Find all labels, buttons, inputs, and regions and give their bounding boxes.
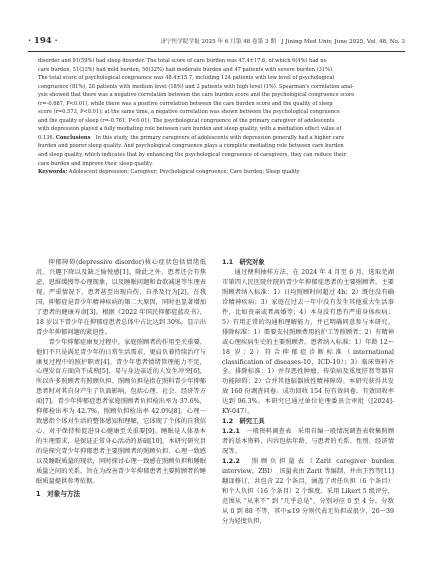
left-column: [36, 258, 206, 500]
abstract-line: score (r=0.573, P<0.01); at the same time, a negative correlation was shown between the psychological congruence: [38, 109, 340, 116]
running-header: [28, 36, 405, 50]
conclusions-label: Conclusions: [55, 134, 91, 141]
english-abstract: [38, 57, 390, 177]
abstract-line: care burden and improve their sleep quality.: [38, 160, 153, 167]
item-number: 1.2.1: [222, 428, 240, 436]
abstract-line: The total score of psychological congruence was 48.4±15.7, including 124 patients with low level of psychological: [38, 75, 335, 82]
journal-citation: 济宁医学院学报 2025 年 6 月第 48 卷第 3 期 J Jining Med Univ, June 2025, Vol. 48, No. 3: [160, 39, 405, 45]
section-heading: 1 对象与方法: [36, 489, 81, 498]
mediation-value: 0.136.: [38, 134, 56, 141]
abstract-line: disorder and 91(59%) had sleep disorder. The total score of care burden was 47.4±17.6, of which 6(4%) had no: [38, 58, 327, 64]
abstract-line: with depression played a fully mediating role between care burden and sleep quality, with a mediation effect value of: [38, 126, 342, 133]
item-number: 1.2.2: [222, 458, 240, 466]
abstract-line: care burden, 51(33%) had mild burden, 50(32%) had moderate burden and 47 patients with severe burden (31%).: [38, 66, 334, 73]
abstract-line: [38, 134, 390, 143]
abstract-line: ysis showed that there was a negative correlation between the care burden score and the psychological congruence score: [38, 92, 355, 99]
keywords-text: Adolescent depression; Caregiver; Psychological congruence; Care burden; Sleep quality: [68, 169, 300, 176]
zbi-paragraph: [222, 457, 394, 527]
subsection-heading-1-2: 1.2 研究工具: [222, 418, 265, 426]
page-number: · 194 ·: [28, 36, 58, 46]
general-info-text: 一般资料调查表 采用自编一般情况调查表收集照顾者的基本资料，内容包括年龄、与患者的关系、性别、经济情况等。: [222, 428, 395, 456]
intro-paragraph: 抑郁障碍(depressive disorder)核心症状包括情绪低沉、兴趣下降以及缺乏愉悦感[1]。除此之外，患者还会有焦虑、思维缓慢等心理现象，以及睡眠问题和食欲减退等生理表现。严重情况下，患者甚至出现自伤、自杀及行为[2]。在我国，抑郁症是青少年精神疾病的第二大原因，同时也显著增加了患者的健康寿命[3]。根据《2022 年国民抑郁症蓝皮书》，18 岁以下青少年在抑郁症患者总体中占比达到 30%，显示出青少年抑郁问题的紧迫性。: [36, 259, 206, 336]
conclusions-text: In this study, the primary caregivers of adolescents with depression generally had a higher care: [90, 134, 345, 141]
zbi-text: 照顾负担量表（Zarit caregiver burden interview，ZBI） 该量表由 Zarit 等编制，并由王烈等[11]翻译修订，共包含 22 个条目，涵盖了责任负担（6 个条目）和个人负担（16 个条目）2 个维度。采用 Likert 5 级评分，范围从 “从来不” 到 “几乎总是”，分别对应 0 至 4 分。分数从 0 到 88 不等，其中≤19 分则代表无负担或很少，20～39 分为轻度负担，: [222, 458, 394, 525]
header-rule: [28, 51, 405, 52]
abstract-line: burden and poorer sleep quality. And psychological congruence plays a complete mediating role between care burden: [38, 143, 344, 150]
abstract-line: congruence (81%), 28 patients with medium level (18%) and 2 patients with high level (1%). Spearman's correlation anal-: [38, 83, 354, 90]
intro-paragraph: 青少年抑郁症康复过程中，家庭照顾者的作用至关重要。他们不只是满足青少年的日常生活需求，更肩负着持续治疗与康复过程中的照护职责[4]。青少年患者情绪管理能力不足，心理发育方面尚不成熟[5]，易与身边亲近的人发生冲突[6]，所以许多照顾者有照顾负担。照顾负担是指在照料青少年抑郁患者时对其自身产生了负面影响，包括心理、社会、经济等方面[7]。青少年抑郁症患者家庭照顾者负担检出率为 37.6%，抑郁检出率为 42.7%，照顾负担检出率 42.0%[8]。心理一致感指个体对生活的整体感知和理解，它体现了个体的自我信心、对于保持和促进身心健康至关重要[9]。睡眠是人体基本的生理需求，是保证正常身心活动的基础[10]。本研究研究目的是探究青少年抑郁患者主要照顾者的照顾负担、心理一致感以及睡眠质量的现状，同时探讨心理一致感在照顾负担和睡眠质量之间的关系，旨在为改善青少年抑郁患者主要照顾者的睡眠质量提供参考依据。: [36, 338, 206, 485]
study-subjects-paragraph: 通过便利抽样方法，在 2024 年 4 月至 6 月，选取芜湖市第四人民医院住院的青少年抑郁症患者的主要照顾者。主要照顾者纳入标准：1）日均照顾时间超过 4h；2）既往没有确诊精神疾病；3）家庭在过去一年中没有发生其他重大生活事件，比如丧亲或者离婚等；4）本身没有患有严重身体疾病；5）有用正常的沟通和理解能力，并已明确同意参与本研究。排除标准：1）需要支付照顾费用的护工等照顾者；2）有精神或心理疾病生史的主要照顾者。患者纳入标准：1）年龄 12～18 岁；2）符合抑郁症诊断标准（international classification of diseases-10，ICD-10）；3）临床资料齐全。排除标准：1）并存恶性肿瘤、传染病及重度肝肾等器官功能障碍；2）合并其他脑器质性精神障碍。本研究获得共发放 160 份调查问卷。成功回收 154 份有效问卷，有效回收率达到 96.3%。本研究已通过单位伦理委员会审批（[2024]-KY-047）。: [222, 268, 394, 416]
abstract-line: (r=-0.687, P<0.01), while there was a positive correlation between the care burden score and the quality of sleep: [38, 100, 333, 107]
general-info-paragraph: [222, 427, 394, 457]
right-column: [222, 258, 394, 527]
keywords-label: Keywords:: [38, 169, 68, 176]
abstract-line: and sleep quality, which indicates that by enhancing the psychological congruence of caregivers, they can reduce their: [38, 152, 347, 159]
subsection-heading-1-1: 1.1 研究对象: [222, 259, 265, 266]
keywords-line: [38, 168, 390, 177]
abstract-line: and the quality of sleep (r=-0.761, P<0.01). The psychological congruence of the primary caregiver of adolescents: [38, 117, 335, 124]
